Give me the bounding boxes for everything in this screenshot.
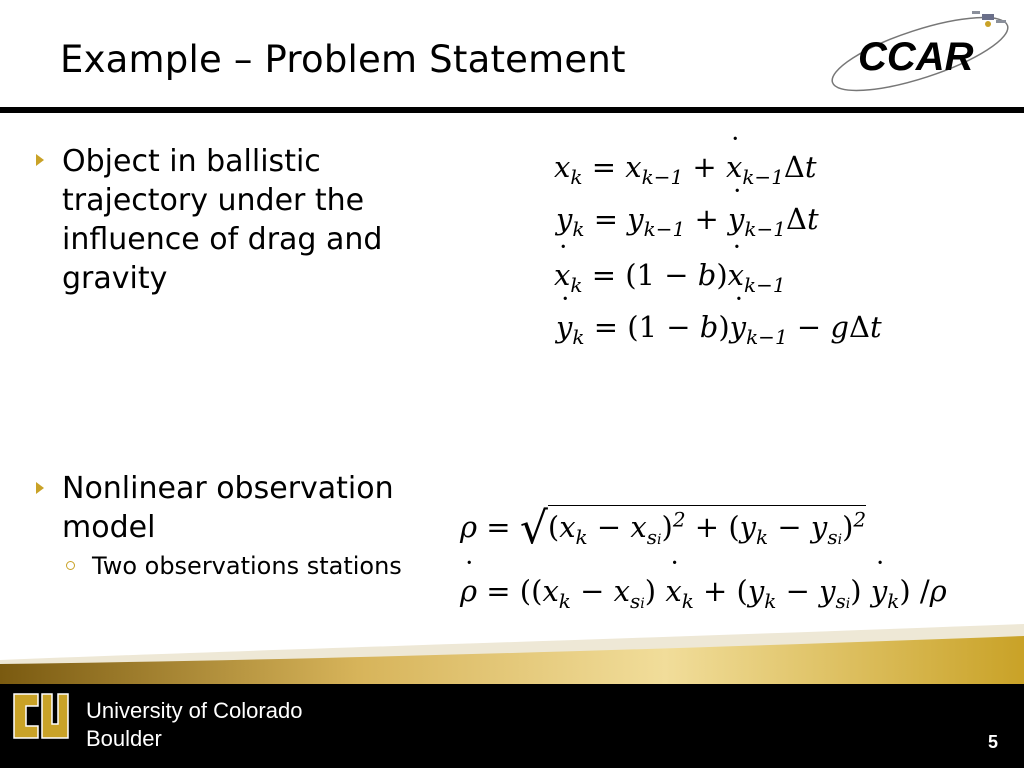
equation-x-velocity: x $˙_k = (1 - b)x$ $˙_{k-1}$: [554, 258, 786, 297]
bullet-arrow-icon: [36, 154, 44, 166]
bullet-text: Object in ballistic trajectory under the influence of drag and gravity: [62, 144, 383, 296]
bullet-arrow-icon: [36, 482, 44, 494]
slide-title: Example – Problem Statement: [60, 38, 626, 81]
bullet-text: Nonlinear observation model: [62, 471, 394, 545]
equation-y-position: $y_k = y_{k-1} + y$ $˙_{k-1}\Delta t$: [556, 202, 819, 241]
equation-range: $\rho = √(x_k - x_{si})^2 + (y_k - y_{si})^2$: [460, 503, 867, 554]
university-name: [86, 697, 302, 753]
sub-bullet-text: Two observations stations: [92, 552, 402, 580]
university-line2: Boulder: [86, 726, 162, 751]
equation-range-rate: ρ ˙ = ($(x_k - x_{si})$ x $˙_k + (y_k - y_{si})$ y $˙_k$) /ρ: [460, 574, 947, 613]
title-rule: [0, 107, 1024, 113]
university-line1: University of Colorado: [86, 698, 303, 723]
equation-y-velocity: y $˙_k = (1 - b)y$ $˙_{k-1} - g\Delta t$: [556, 310, 882, 349]
sub-bullet-circle-icon: [66, 561, 75, 570]
cu-logo-icon: [8, 684, 72, 748]
ccar-logo-text: CCAR: [858, 35, 974, 79]
page-number: 5: [987, 732, 998, 752]
equation-x-position: $x_k = x_{k-1} + x$ $˙_{k-1}\Delta t$: [554, 150, 817, 189]
ccar-logo: [822, 2, 1018, 100]
